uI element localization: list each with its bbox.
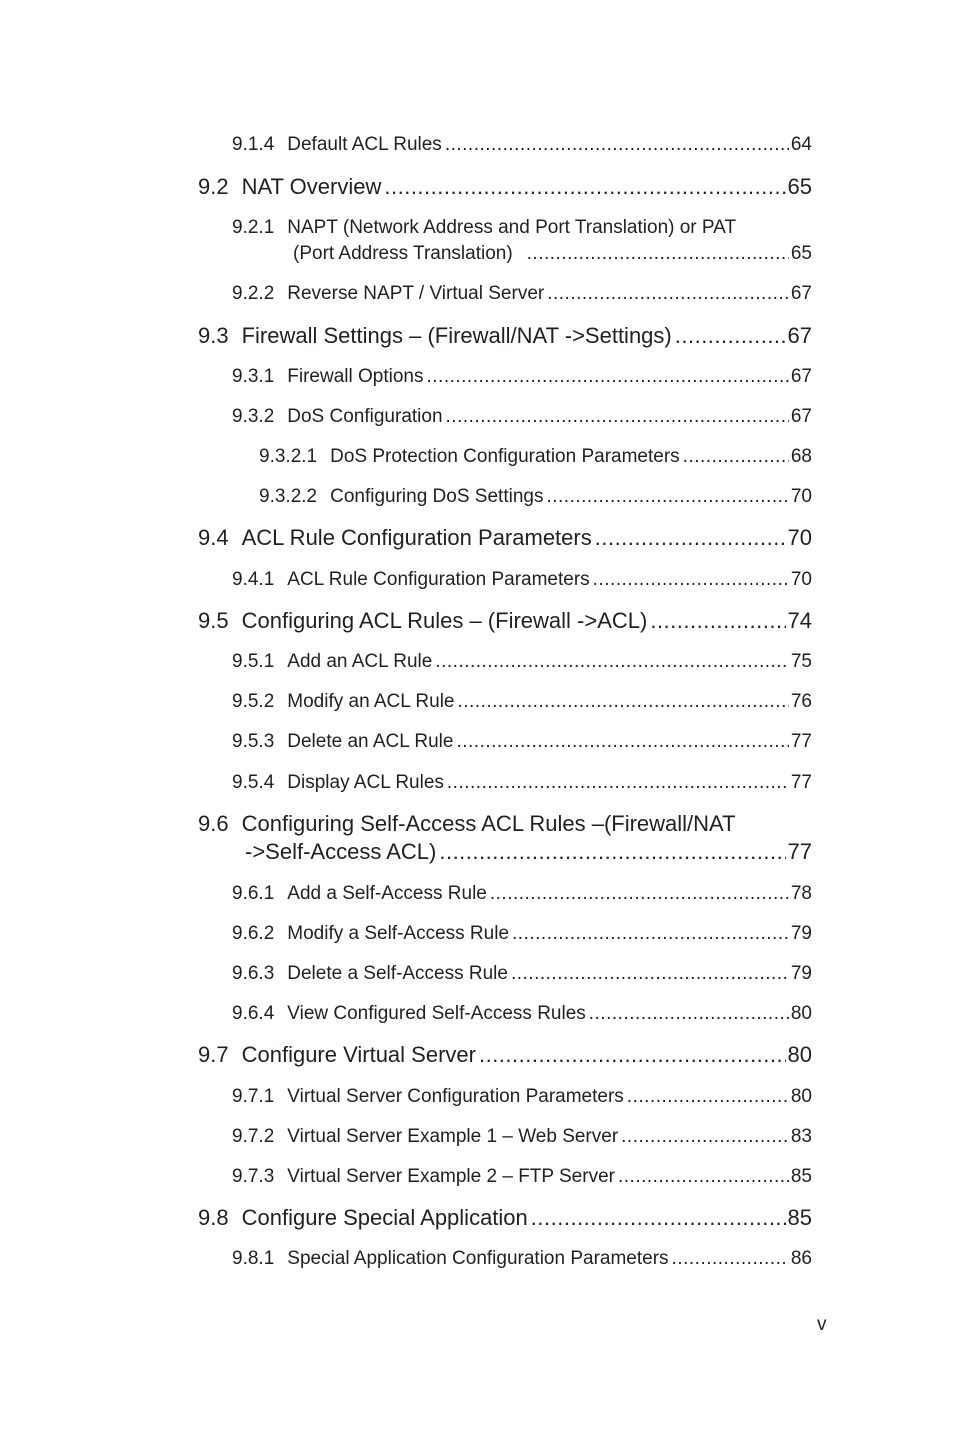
toc-entry-number: 9.3.2.1	[259, 446, 318, 467]
toc-entry-page: 80	[787, 1042, 812, 1067]
toc-entry[interactable]	[232, 569, 812, 591]
toc-entry[interactable]	[232, 651, 812, 673]
toc-entry-title: NAT Overview	[241, 174, 382, 199]
dot-leader	[512, 923, 789, 945]
toc-entry-number: 9.7.1	[232, 1086, 275, 1107]
toc-entry-number: 9.1.4	[232, 134, 275, 155]
toc-entry[interactable]	[232, 883, 812, 905]
toc-entry-title: Display ACL Rules	[287, 772, 444, 793]
toc-entry-title: Virtual Server Example 2 – FTP Server	[287, 1166, 615, 1187]
dot-leader	[589, 1003, 789, 1025]
toc-entry-title: Default ACL Rules	[287, 134, 442, 155]
toc-entry-number: 9.5.3	[232, 731, 275, 752]
toc-entry-number: 9.6.4	[232, 1003, 275, 1024]
dot-leader	[457, 691, 788, 713]
toc-entry-page: 79	[790, 923, 812, 944]
toc-entry-title: Reverse NAPT / Virtual Server	[287, 283, 545, 304]
toc-entry-page: 77	[790, 731, 812, 752]
toc-entry-number: 9.5.4	[232, 772, 275, 793]
toc-entry-title: Virtual Server Configuration Parameters	[287, 1086, 624, 1107]
toc-entry[interactable]	[232, 406, 812, 428]
toc-entry-number: 9.6	[198, 811, 229, 836]
toc-entry[interactable]	[232, 923, 812, 945]
dot-leader	[446, 406, 789, 428]
toc-entry-number: 9.6.3	[232, 963, 275, 984]
toc-entry[interactable]	[232, 963, 812, 985]
dot-leader	[675, 323, 786, 349]
toc-entry-title: Virtual Server Example 1 – Web Server	[287, 1126, 619, 1147]
toc-entry-page: 80	[790, 1003, 812, 1024]
toc-entry-title: Add a Self-Access Rule	[287, 883, 487, 904]
toc-entry-title: Firewall Settings – (Firewall/NAT ->Settings)	[241, 323, 672, 348]
toc-entry-number: 9.3	[198, 323, 229, 348]
dot-leader	[650, 608, 785, 634]
toc-entry-number: 9.6.2	[232, 923, 275, 944]
toc-entry-title: Delete an ACL Rule	[287, 731, 454, 752]
toc-entry-title: DoS Configuration	[287, 406, 443, 427]
toc-entry[interactable]	[232, 1086, 812, 1108]
toc-entry-number: 9.7.3	[232, 1166, 275, 1187]
toc-entry-number: 9.4.1	[232, 569, 275, 590]
toc-entry-page: 80	[790, 1086, 812, 1107]
toc-entry-title: Delete a Self-Access Rule	[287, 963, 508, 984]
toc-entry-title: ACL Rule Configuration Parameters	[241, 525, 592, 550]
toc-entry-title: Configure Virtual Server	[241, 1042, 476, 1067]
toc-entry-page: 70	[790, 486, 812, 507]
toc-entry[interactable]	[198, 174, 812, 200]
toc-entry[interactable]	[232, 1166, 812, 1188]
toc-entry-number: 9.8	[198, 1205, 229, 1230]
toc-entry-number: 9.6.1	[232, 883, 275, 904]
toc-entry[interactable]	[198, 608, 812, 634]
toc-entry-number: 9.5	[198, 608, 229, 633]
dot-leader	[527, 243, 789, 265]
dot-leader	[683, 446, 789, 468]
toc-entry-number: 9.2	[198, 174, 229, 199]
toc-entry-title: (Port Address Translation)	[293, 243, 513, 264]
toc-entry-page: 86	[790, 1248, 812, 1269]
toc-entry-page: 76	[790, 691, 812, 712]
toc-entry-title-line1: Configuring Self-Access ACL Rules –(Firewall/NAT	[241, 811, 736, 836]
toc-entry-number: 9.4	[198, 525, 229, 550]
toc-entry[interactable]	[198, 525, 812, 551]
toc-entry-page: 77	[787, 839, 812, 864]
dot-leader	[547, 283, 789, 305]
toc-entry[interactable]	[198, 323, 812, 349]
toc-entry-title: ->Self-Access ACL)	[245, 839, 437, 864]
toc-entry-page: 77	[790, 772, 812, 793]
toc-entry[interactable]	[232, 731, 812, 753]
toc-entry-page: 65	[790, 243, 812, 264]
toc-entry-number: 9.8.1	[232, 1248, 275, 1269]
toc-entry-page: 68	[790, 446, 812, 467]
toc-entry-page: 67	[787, 323, 812, 348]
toc-entry-first-line[interactable]	[232, 217, 736, 239]
dot-leader	[511, 963, 789, 985]
dot-leader	[627, 1086, 789, 1108]
toc-entry[interactable]	[232, 691, 812, 713]
dot-leader	[621, 1126, 789, 1148]
toc-entry-page: 85	[787, 1205, 812, 1230]
toc-entry[interactable]	[232, 366, 812, 388]
dot-leader	[672, 1248, 789, 1270]
dot-leader	[531, 1205, 786, 1231]
toc-entry[interactable]	[232, 1003, 812, 1025]
toc-entry-title: Special Application Configuration Parameters	[287, 1248, 669, 1269]
dot-leader	[439, 839, 785, 865]
toc-entry[interactable]	[198, 1205, 812, 1231]
toc-entry[interactable]	[259, 486, 812, 508]
dot-leader	[426, 366, 788, 388]
toc-entry-number: 9.3.2	[232, 406, 275, 427]
toc-entry[interactable]	[293, 243, 812, 265]
toc-entry-page: 74	[787, 608, 812, 633]
toc-entry-title: View Configured Self-Access Rules	[287, 1003, 586, 1024]
toc-entry[interactable]	[198, 1042, 812, 1068]
toc-entry-page: 70	[787, 525, 812, 550]
toc-entry-title: DoS Protection Configuration Parameters	[330, 446, 680, 467]
toc-entry-page: 75	[790, 651, 812, 672]
toc-entry-page: 85	[790, 1166, 812, 1187]
toc-entry-page: 67	[790, 283, 812, 304]
toc-entry[interactable]	[232, 283, 812, 305]
dot-leader	[490, 883, 789, 905]
dot-leader	[479, 1042, 786, 1068]
dot-leader	[595, 525, 786, 551]
toc-entry[interactable]	[232, 134, 812, 156]
toc-entry-title: Modify a Self-Access Rule	[287, 923, 510, 944]
dot-leader	[447, 772, 789, 794]
dot-leader	[618, 1166, 789, 1188]
toc-entry-page: 67	[790, 366, 812, 387]
toc-entry-title-line1: NAPT (Network Address and Port Translation) or PAT	[287, 217, 737, 238]
dot-leader	[456, 731, 788, 753]
toc-entry-number: 9.5.1	[232, 651, 275, 672]
dot-leader	[593, 569, 789, 591]
toc-entry-number: 9.5.2	[232, 691, 275, 712]
toc-entry-title: Configuring DoS Settings	[330, 486, 544, 507]
toc-entry-page: 64	[790, 134, 812, 155]
toc-entry-page: 78	[790, 883, 812, 904]
toc-entry-title: Add an ACL Rule	[287, 651, 433, 672]
toc-entry[interactable]	[232, 772, 812, 794]
toc-entry-number: 9.3.2.2	[259, 486, 318, 507]
toc-entry[interactable]	[232, 1126, 812, 1148]
toc-entry-number: 9.2.1	[232, 217, 275, 238]
page-number: v	[817, 1314, 827, 1335]
toc-entry-page: 83	[790, 1126, 812, 1147]
toc-entry-page: 65	[787, 174, 812, 199]
toc-entry-first-line[interactable]	[198, 811, 736, 837]
dot-leader	[445, 134, 789, 156]
toc-entry[interactable]	[245, 839, 812, 865]
toc-entry-number: 9.3.1	[232, 366, 275, 387]
toc-entry-number: 9.2.2	[232, 283, 275, 304]
toc-entry-title: Configure Special Application	[241, 1205, 528, 1230]
toc-entry[interactable]	[259, 446, 812, 468]
toc-entry-page: 67	[790, 406, 812, 427]
toc-entry-title: Modify an ACL Rule	[287, 691, 455, 712]
toc-entry-title: Configuring ACL Rules – (Firewall ->ACL)	[241, 608, 648, 633]
dot-leader	[384, 174, 785, 200]
toc-entry-title: ACL Rule Configuration Parameters	[287, 569, 590, 590]
toc-entry[interactable]	[232, 1248, 812, 1270]
toc-entry-number: 9.7.2	[232, 1126, 275, 1147]
toc-entry-page: 79	[790, 963, 812, 984]
dot-leader	[546, 486, 788, 508]
toc-entry-title: Firewall Options	[287, 366, 424, 387]
toc-entry-page: 70	[790, 569, 812, 590]
dot-leader	[435, 651, 789, 673]
toc-entry-number: 9.7	[198, 1042, 229, 1067]
